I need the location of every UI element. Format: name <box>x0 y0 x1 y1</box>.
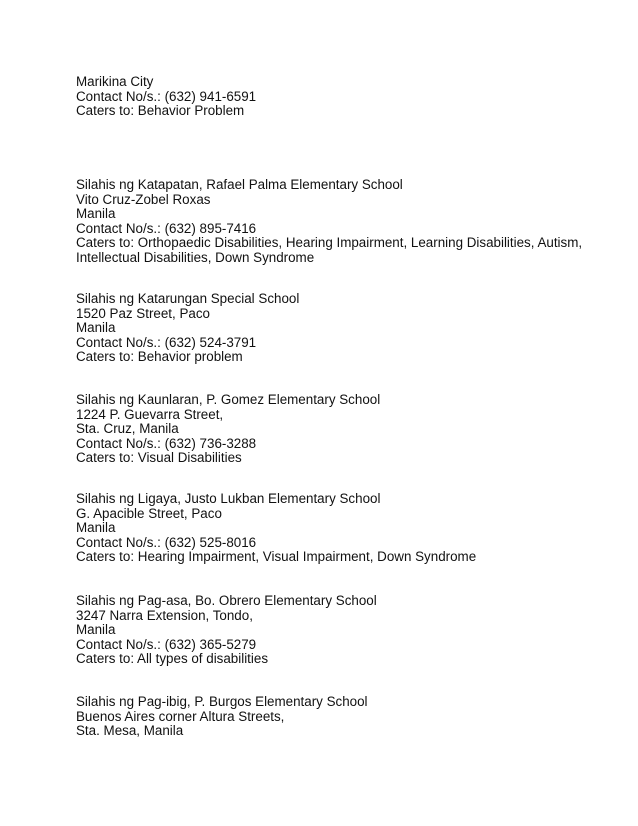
entry-caters-line: Caters to: Orthopaedic Disabilities, Hearing Impairment, Learning Disabilities, Autism, <box>76 235 583 251</box>
entry-school-name: Silahis ng Katapatan, Rafael Palma Elementary School <box>76 177 403 192</box>
entry-caters-line: Caters to: Behavior Problem <box>76 103 245 119</box>
entry-school-name: Silahis ng Pag-asa, Bo. Obrero Elementary School <box>76 593 377 608</box>
entry-contact-line: Contact No/s.: (632) 525-8016 <box>76 534 257 550</box>
entry-city-line: Manila <box>76 520 116 536</box>
school-entry-pag-asa <box>76 594 576 667</box>
entry-address-line: 1224 P. Guevarra Street, <box>76 406 224 422</box>
entry-contact-line: Contact No/s.: (632) 736-3288 <box>76 435 257 451</box>
entry-contact-line: Contact No/s.: (632) 365-5279 <box>76 636 257 652</box>
entry-address-line: 1520 Paz Street, Paco <box>76 305 210 321</box>
entry-address-line: Vito Cruz-Zobel Roxas <box>76 191 211 207</box>
school-entry-kaunlaran <box>76 393 576 466</box>
entry-school-name: Silahis ng Ligaya, Justo Lukban Elementary School <box>76 491 381 506</box>
entry-caters-line: Caters to: Visual Disabilities <box>76 450 242 466</box>
entry-city-line: Manila <box>76 206 116 222</box>
entry-school-name: Silahis ng Pag-ibig, P. Burgos Elementary School <box>76 694 368 709</box>
entry-school-name: Silahis ng Katarungan Special School <box>76 291 300 306</box>
entry-contact-line: Contact No/s.: (632) 941-6591 <box>76 88 257 104</box>
entry-caters-line: Caters to: Behavior problem <box>76 349 243 365</box>
entry-address-line: Marikina City <box>76 74 154 89</box>
entry-school-name: Silahis ng Kaunlaran, P. Gomez Elementary School <box>76 392 381 407</box>
school-entry-pag-ibig <box>76 695 576 739</box>
entry-caters-line: Caters to: Hearing Impairment, Visual Impairment, Down Syndrome <box>76 549 477 565</box>
entry-address-line: Buenos Aires corner Altura Streets, <box>76 708 285 724</box>
school-entry-katapatan <box>76 177 583 266</box>
entry-city-line: Sta. Mesa, Manila <box>76 723 184 739</box>
entry-contact-line: Contact No/s.: (632) 524-3791 <box>76 334 257 350</box>
school-entry-marikina <box>76 75 576 119</box>
school-entry-ligaya <box>76 492 576 565</box>
entry-address-line: G. Apacible Street, Paco <box>76 505 222 521</box>
entry-contact-line: Contact No/s.: (632) 895-7416 <box>76 220 257 236</box>
entry-caters-line: Caters to: All types of disabilities <box>76 651 269 667</box>
entry-city-line: Manila <box>76 320 116 336</box>
entry-address-line: 3247 Narra Extension, Tondo, <box>76 607 253 623</box>
school-entry-katarungan <box>76 292 576 365</box>
entry-city-line: Sta. Cruz, Manila <box>76 421 179 437</box>
entry-city-line: Manila <box>76 622 116 638</box>
entry-caters-line-continued: Intellectual Disabilities, Down Syndrome <box>76 249 315 265</box>
